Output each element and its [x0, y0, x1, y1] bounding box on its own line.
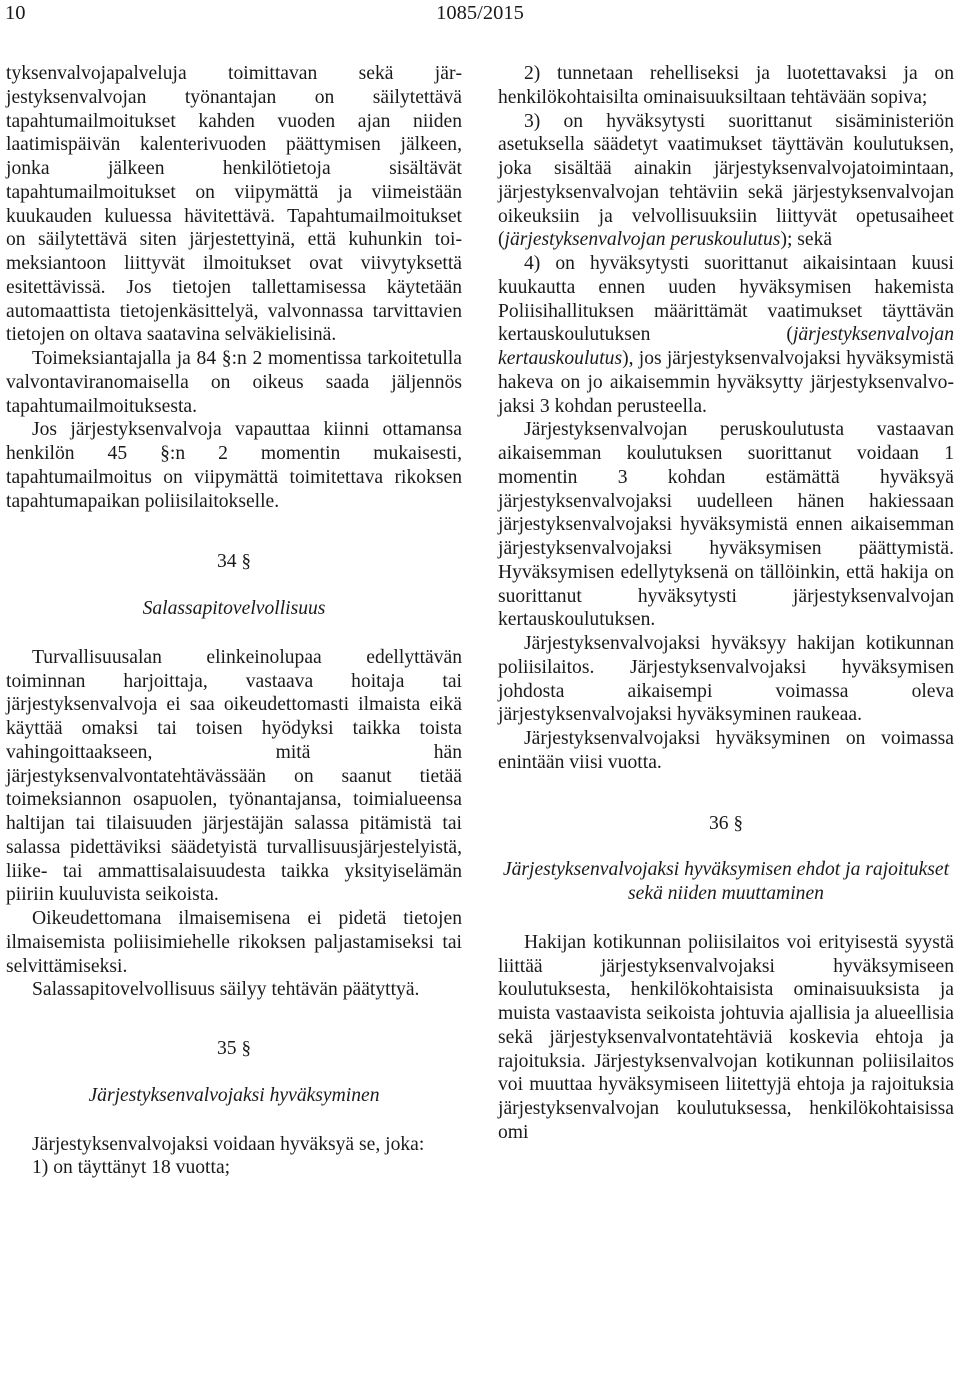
list-item-text: 4) on hyväksytysti suorittanut aikaisintaan kuusi kuukautta ennen uuden hyväksymisen hakemista Poliisihallituksen määrittämät vaatimukset täyttävän kertauskoulutuksen (	[498, 253, 954, 346]
section-number-35	[6, 1037, 462, 1061]
section-number-34	[6, 550, 462, 574]
section-title-35: Järjestyksenvalvojaksi hyväksyminen	[88, 1084, 380, 1106]
list-item	[498, 110, 954, 253]
paragraph: Järjestyksenvalvojan peruskoulutusta vastaavan aikaisemman koulutuksen suorittanut voidaan 1 momentin 3 kohdan estämättä hyväksyä järjestyksenvalvojaksi uudelleen hänen hakiessaan järjestyksenvalvojaksi hyväksymistä ennen aikaisemman järjestyksenvalvojaksi hyväksymisen päättymistä. Hyväksymisen edellytyksenä on tällöinkin, että hakija on suorittanut hyväksytysti järjestyksenvalvojan kertauskoulutuksen.	[498, 419, 954, 631]
statute-number: 1085/2015	[436, 2, 524, 24]
list-item-text: ); sekä	[780, 229, 833, 251]
section-sign: §	[241, 1038, 251, 1059]
paragraph: Toimeksiantajalla ja 84 §:n 2 momentissa tarkoitetulla valvontaviranomaisella on oikeus saada jäljennös tapahtumailmoituksesta.	[6, 348, 462, 417]
paragraph: Salassapitovelvollisuus säilyy tehtävän päätyttyä.	[32, 979, 420, 1001]
section-title-36: Järjestyksenvalvojaksi hyväksymisen ehdot ja rajoitukset sekä niiden muuttaminen	[502, 859, 950, 904]
paragraph: Oikeudettomana ilmaisemisena ei pidetä tietojen ilmaisemista poliisimiehelle rikoksen paljastamiseksi tai selvittämiseksi.	[6, 908, 462, 977]
defined-term: järjestyksenvalvojan peruskoulutus	[504, 229, 781, 251]
section-title-34: Salassapitovelvollisuus	[142, 598, 326, 619]
list-item-text: ), jos järjestyksenvalvojaksi hyväksymistä hakeva on jo aikaisemmin hyväksytty järjestyksenvalvojaksi 3 kohdan perusteella.	[498, 348, 954, 417]
paragraph: Järjestyksenvalvojaksi voidaan hyväksyä se, joka:	[32, 1133, 425, 1155]
section-sign: §	[733, 812, 743, 834]
defined-term: järjestyksenvalvojan kertauskoulutus	[498, 324, 954, 369]
section-number-36	[498, 812, 954, 836]
paragraph: Järjestyksenvalvojaksi hyväksyminen on voimassa enintään viisi vuotta.	[498, 728, 954, 773]
page-number: 10	[5, 2, 26, 24]
section-number: 34	[217, 551, 237, 573]
list-item: 2) tunnetaan rehelliseksi ja luotettavaksi ja on henkilökohtaisilta ominaisuuksiltaan tehtävään sopiva;	[498, 63, 954, 108]
section-sign: §	[241, 551, 251, 573]
list-item-text: 3) on hyväksytysti suorittanut sisäministeriön asetuksella säädetyt vaatimukset täyttävän koulutuksen, joka sisältää ainakin järjestyksenvalvojatoimintaan, järjestyksenvalvojan tehtäviin sekä järjestyksenvalvojan oikeuksiin ja velvollisuuksiin liittyvät opetusaiheet (	[498, 110, 954, 251]
paragraph: Jos järjestyksenvalvoja vapauttaa kiinni ottamansa henkilön 45 §:n 2 momentin mukaisesti, tapahtumailmoitus on viipymättä toimitettava rikoksen tapahtumapaikan poliisilaitokselle.	[6, 419, 462, 512]
section-number: 35	[217, 1038, 237, 1059]
paragraph: Hakijan kotikunnan poliisilaitos voi erityisestä syystä liittää järjestyksenvalvojaksi hyväksymiseen koulutuksesta, henkilökohtaisista ominaisuuksista ja muista vastaavista seikoista johtuvia ajallisia ja alueellisia sekä järjestyksenvalvontatehtäviä koskevia ehtoja ja rajoituksia. Järjestyksenvalvojan kotikunnan poliisilaitos voi muuttaa hyväksymiseen liitettyjä ehtoja ja rajoituksia järjestyksenvalvojan koulutuksessa, henkilökohtaisissa omi	[498, 931, 954, 1143]
section-number: 36	[709, 812, 729, 834]
paragraph: Järjestyksenvalvojaksi hyväksyy hakijan kotikunnan poliisilaitos. Järjestyksenvalvojaksi hyväksymisen johdosta aikaisempi voimassa oleva järjestyksenvalvojaksi hyväksyminen raukeaa.	[498, 633, 954, 726]
list-item: 1) on täyttänyt 18 vuotta;	[32, 1157, 231, 1179]
page-header	[5, 2, 955, 32]
left-column	[6, 62, 462, 1180]
list-item	[498, 252, 954, 418]
right-column	[498, 62, 954, 1145]
paragraph: tyksenvalvojapalveluja toimittavan sekä järjestyksenvalvojan työnantajan on säilytettävä tapahtumailmoitukset kahden vuoden ajan niiden laatimispäivän kalenterivuoden päättymisen jälkeen, jonka jälkeen henkilötietoja sisältävät tapahtumailmoitukset on viipymättä ja viimeistään kuukauden kuluessa hävitettävä. Tapahtumailmoitukset on säilytettävä siten järjestettyinä, että kuhunkin toimeksiantoon liittyvät ilmoitukset ovat viivytyksettä esitettävissä. Jos tietojen tallettamisessa käytetään automaattista tietojenkäsittelyä, valvonnassa tarvittavien tietojen on oltava saatavina selväkielisinä.	[6, 63, 462, 346]
paragraph: Turvallisuusalan elinkeinolupaa edellyttävän toiminnan harjoittaja, vastaava hoitaja tai järjestyksenvalvoja ei saa oikeudettomasti ilmaista eikä käyttää omaksi tai toisen hyödyksi taikka toista vahingoittaakseen, mitä hän järjestyksenvalvontatehtävässään on saanut tietää toimeksiannon osapuolen, työnantajansa, toimialueensa haltijan tai tilaisuuden järjestäjän salassa pitämistä tai salassa pidettäviksi säädetyistä turvallisuusjärjestelyistä, liike- tai ammattisalaisuudesta taikka yksityiselämän piiriin kuuluvista seikoista.	[6, 646, 462, 906]
